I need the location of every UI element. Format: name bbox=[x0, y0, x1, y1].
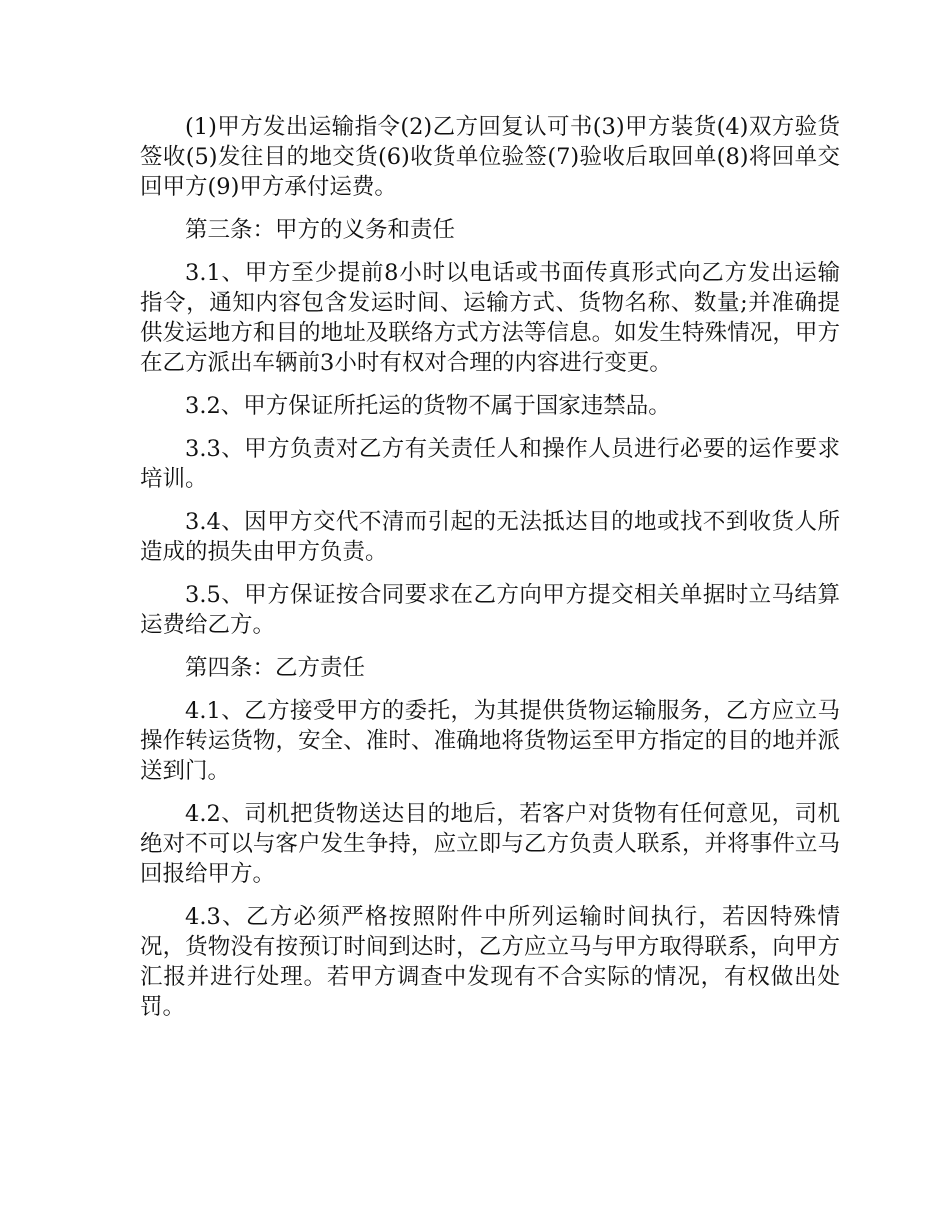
article-3-heading: 第三条：甲方的义务和责任 bbox=[185, 217, 456, 243]
clause-4-3: 4.3、乙方必须严格按照附件中所列运输时间执行，若因特殊情况，货物没有按预订时间到达时，乙方应立马与甲方取得联系，向甲方汇报并进行处理。若甲方调查中发现有不合实际的情况，有权做出处罚。 bbox=[140, 904, 840, 1020]
clause-3-4: 3.4、因甲方交代不清而引起的无法抵达目的地或找不到收货人所造成的损失由甲方负责。 bbox=[140, 509, 840, 565]
clause-4-1: 4.1、乙方接受甲方的委托，为其提供货物运输服务，乙方应立马操作转运货物，安全、准时、准确地将货物运至甲方指定的目的地并派送到门。 bbox=[140, 698, 840, 784]
document-page bbox=[140, 112, 840, 1035]
article-4-heading: 第四条：乙方责任 bbox=[185, 655, 366, 681]
clause-3-2: 3.2、甲方保证所托运的货物不属于国家违禁品。 bbox=[185, 393, 671, 419]
clause-4-2: 4.2、司机把货物送达目的地后，若客户对货物有任何意见，司机绝对不可以与客户发生争持，应立即与乙方负责人联系，并将事件立马回报给甲方。 bbox=[140, 801, 840, 887]
clause-3-1: 3.1、甲方至少提前8小时以电话或书面传真形式向乙方发出运输指令，通知内容包含发运时间、运输方式、货物名称、数量;并准确提供发运地方和目的地址及联络方式方法等信息。如发生特殊情况，甲方在乙方派出车辆前3小时有权对合理的内容进行变更。 bbox=[140, 260, 840, 376]
clause-3-5: 3.5、甲方保证按合同要求在乙方向甲方提交相关单据时立马结算运费给乙方。 bbox=[140, 582, 840, 638]
clause-3-3: 3.3、甲方负责对乙方有关责任人和操作人员进行必要的运作要求培训。 bbox=[140, 436, 840, 492]
process-steps-paragraph: (1)甲方发出运输指令(2)乙方回复认可书(3)甲方装货(4)双方验货签收(5)发往目的地交货(6)收货单位验签(7)验收后取回单(8)将回单交回甲方(9)甲方承付运费。 bbox=[140, 114, 840, 200]
